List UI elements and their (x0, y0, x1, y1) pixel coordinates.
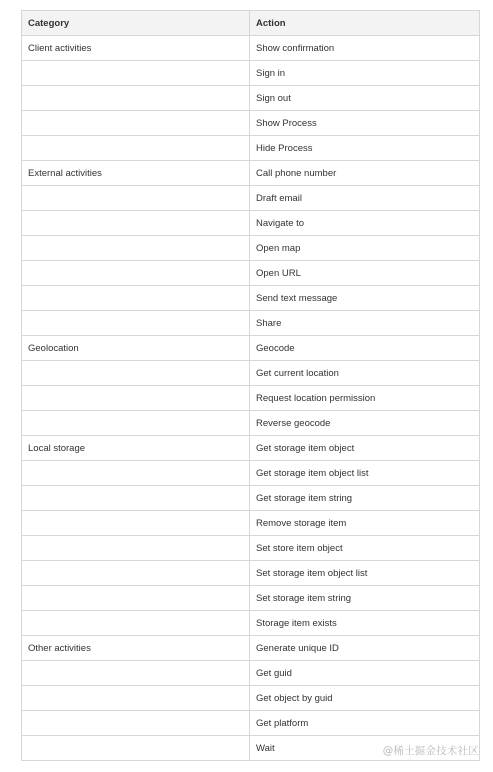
category-cell (22, 361, 250, 386)
category-cell (22, 411, 250, 436)
action-cell: Send text message (250, 286, 480, 311)
action-cell: Request location permission (250, 386, 480, 411)
category-cell: External activities (22, 161, 250, 186)
table-row (22, 436, 480, 461)
action-cell: Get storage item object (250, 436, 480, 461)
category-cell (22, 311, 250, 336)
action-cell: Wait (250, 736, 480, 761)
table-row (22, 461, 480, 486)
category-cell (22, 536, 250, 561)
action-cell: Navigate to (250, 211, 480, 236)
category-cell (22, 136, 250, 161)
table-row (22, 586, 480, 611)
table-row (22, 86, 480, 111)
action-cell: Draft email (250, 186, 480, 211)
action-cell: Open URL (250, 261, 480, 286)
column-header-category: Category (22, 11, 250, 36)
table-row (22, 686, 480, 711)
category-cell (22, 586, 250, 611)
action-cell: Show confirmation (250, 36, 480, 61)
table-body (22, 36, 480, 761)
table-row (22, 186, 480, 211)
category-cell (22, 286, 250, 311)
action-cell: Set storage item object list (250, 561, 480, 586)
header-row (22, 11, 480, 36)
table-row (22, 411, 480, 436)
action-cell: Sign in (250, 61, 480, 86)
action-cell: Get storage item object list (250, 461, 480, 486)
category-cell (22, 211, 250, 236)
action-cell: Open map (250, 236, 480, 261)
category-action-table (21, 10, 480, 761)
table-row (22, 286, 480, 311)
table-row (22, 261, 480, 286)
action-cell: Get object by guid (250, 686, 480, 711)
action-cell: Remove storage item (250, 511, 480, 536)
action-cell: Get current location (250, 361, 480, 386)
category-cell (22, 511, 250, 536)
table-row (22, 561, 480, 586)
table-header (22, 11, 480, 36)
category-cell (22, 61, 250, 86)
category-cell (22, 461, 250, 486)
table-row (22, 211, 480, 236)
category-cell: Other activities (22, 636, 250, 661)
action-cell: Get platform (250, 711, 480, 736)
action-cell: Set storage item string (250, 586, 480, 611)
column-header-action: Action (250, 11, 480, 36)
action-cell: Share (250, 311, 480, 336)
action-cell: Generate unique ID (250, 636, 480, 661)
category-cell (22, 86, 250, 111)
action-cell: Geocode (250, 336, 480, 361)
table-row (22, 111, 480, 136)
category-cell (22, 236, 250, 261)
table-row (22, 486, 480, 511)
table-row (22, 536, 480, 561)
category-cell (22, 611, 250, 636)
category-cell (22, 186, 250, 211)
category-cell (22, 386, 250, 411)
table-row (22, 361, 480, 386)
category-cell: Local storage (22, 436, 250, 461)
action-cell: Get storage item string (250, 486, 480, 511)
action-cell: Hide Process (250, 136, 480, 161)
table-row (22, 636, 480, 661)
category-cell (22, 261, 250, 286)
table-row (22, 61, 480, 86)
table-row (22, 711, 480, 736)
action-cell: Storage item exists (250, 611, 480, 636)
action-cell: Sign out (250, 86, 480, 111)
category-cell: Client activities (22, 36, 250, 61)
table-row (22, 311, 480, 336)
table-row (22, 236, 480, 261)
action-cell: Call phone number (250, 161, 480, 186)
table-row (22, 36, 480, 61)
category-cell (22, 661, 250, 686)
action-cell: Reverse geocode (250, 411, 480, 436)
watermark: @稀土掘金技术社区 (382, 745, 479, 757)
table-row (22, 611, 480, 636)
table-row (22, 136, 480, 161)
category-cell (22, 561, 250, 586)
category-cell (22, 711, 250, 736)
table-row (22, 511, 480, 536)
category-cell: Geolocation (22, 336, 250, 361)
table-row (22, 161, 480, 186)
category-cell (22, 736, 250, 761)
table-row (22, 386, 480, 411)
table-row (22, 661, 480, 686)
category-cell (22, 486, 250, 511)
table-row (22, 336, 480, 361)
table-container (21, 10, 479, 761)
action-cell: Set store item object (250, 536, 480, 561)
category-cell (22, 111, 250, 136)
action-cell: Show Process (250, 111, 480, 136)
action-cell: Get guid (250, 661, 480, 686)
category-cell (22, 686, 250, 711)
